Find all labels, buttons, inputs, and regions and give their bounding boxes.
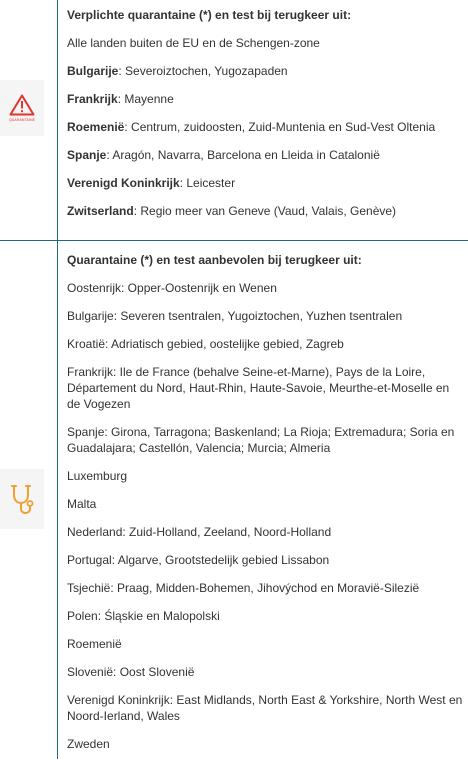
region-list: : Leicester	[179, 176, 236, 190]
list-item	[67, 91, 463, 107]
recommended-quarantine-row	[0, 240, 468, 760]
region-list: : Mayenne	[117, 92, 174, 106]
region-list: : Severoiztochen, Yugozapaden	[118, 64, 288, 78]
icon-caption: QUARANTAINE	[8, 118, 36, 122]
list-item: Bulgarije: Severen tsentralen, Yugoiztochen, Yuzhen tsentralen	[67, 309, 403, 323]
region-list: : Centrum, zuidoosten, Zuid-Muntenia en Sud-Vest Oltenia	[124, 120, 436, 134]
country-name: Roemenië	[67, 120, 125, 134]
mandatory-quarantine-row	[0, 0, 468, 240]
list-item: Nederland: Zuid-Holland, Zeeland, Noord-Holland	[67, 525, 332, 539]
mandatory-content	[67, 7, 463, 231]
list-item	[67, 203, 463, 219]
list-item: Slovenië: Oost Slovenië	[67, 665, 195, 679]
country-name: Frankrijk	[67, 92, 118, 106]
country-name: Verenigd Koninkrijk	[67, 176, 180, 190]
list-item	[67, 147, 463, 163]
list-item: Frankrijk: Ile de France (behalve Seine-et-Marne), Pays de la Loire, Département du Nord, Haut-Rhin, Haute-Savoie, Meurthe-et-Moselle en de Vogezen	[67, 365, 450, 411]
list-item: Tsjechië: Praag, Midden-Bohemen, Jihovýchod en Moravië-Silezië	[67, 581, 420, 595]
region-list: : Aragón, Navarra, Barcelona en Lleida in Catalonië	[106, 148, 380, 162]
list-item: Polen: Śląskie en Malopolski	[67, 609, 220, 623]
country-name: Zwitserland	[67, 204, 134, 218]
list-item: Roemenië	[67, 637, 122, 651]
mandatory-heading: Verplichte quarantaine (*) en test bij terugkeer uit:	[67, 8, 352, 22]
list-item: Verenigd Koninkrijk: East Midlands, North East & Yorkshire, North West en Noord-Ierland, Wales	[67, 693, 463, 723]
warning-triangle-icon	[9, 94, 35, 116]
recommended-content	[67, 252, 463, 764]
list-item: Luxemburg	[67, 469, 128, 483]
mandatory-icon-cell	[0, 80, 44, 136]
country-name: Spanje	[67, 148, 107, 162]
list-item: Portugal: Algarve, Grootstedelijk gebied Lissabon	[67, 553, 330, 567]
list-item	[67, 175, 463, 191]
list-item	[67, 63, 463, 79]
mandatory-intro: Alle landen buiten de EU en de Schengen-zone	[67, 36, 320, 50]
stethoscope-icon	[9, 483, 35, 515]
recommended-heading: Quarantaine (*) en test aanbevolen bij terugkeer uit:	[67, 253, 362, 267]
region-list: : Regio meer van Geneve (Vaud, Valais, Genève)	[133, 204, 397, 218]
list-item: Kroatië: Adriatisch gebied, oostelijke gebied, Zagreb	[67, 337, 344, 351]
list-item	[67, 119, 463, 135]
list-item: Zweden	[67, 737, 110, 751]
recommended-icon-cell	[0, 469, 44, 529]
list-item: Spanje: Girona, Tarragona; Baskenland; La Rioja; Extremadura; Soria en Guadalajara; Castellón, Valencia; Murcia; Almeria	[67, 425, 455, 455]
list-item: Malta	[67, 497, 97, 511]
country-name: Bulgarije	[67, 64, 119, 78]
list-item: Oostenrijk: Opper-Oostenrijk en Wenen	[67, 281, 277, 295]
